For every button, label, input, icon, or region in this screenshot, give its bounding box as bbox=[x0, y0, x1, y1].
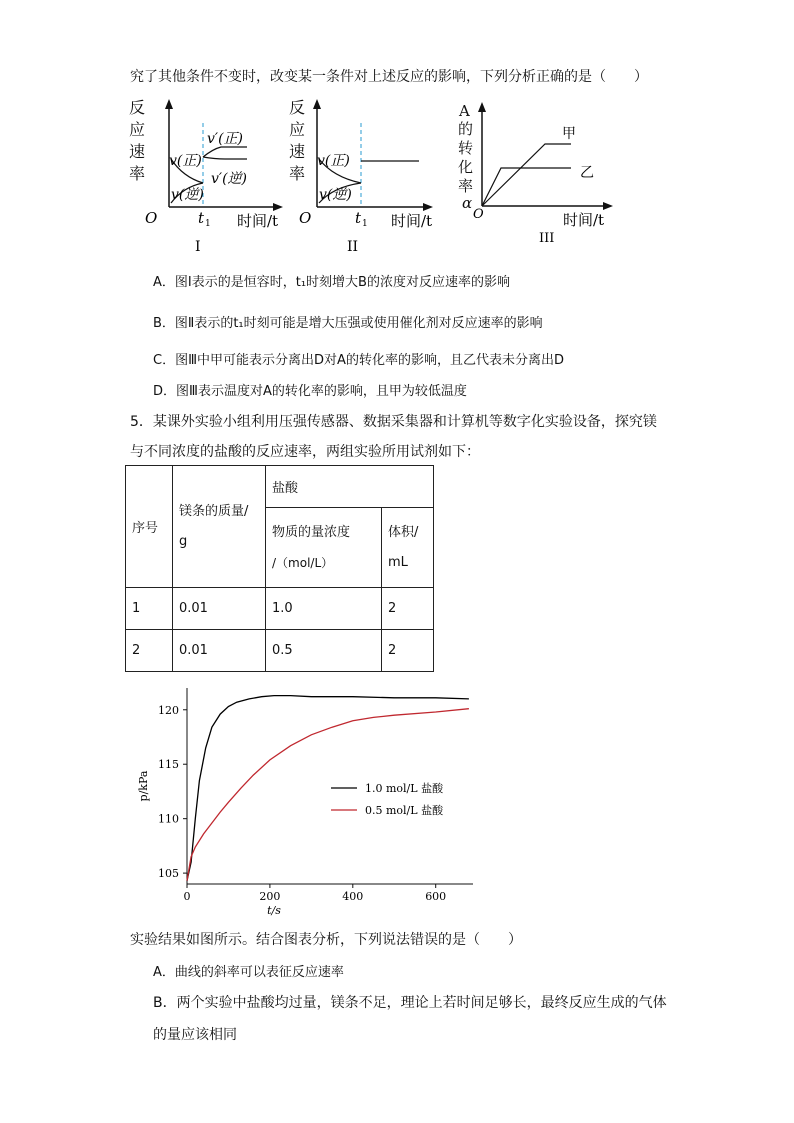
q4-stem: 究了其他条件不变时，改变某一条件对上述反应的影响，下列分析正确的是（ ） bbox=[130, 69, 648, 85]
fig1-v-forward: v(正) bbox=[169, 153, 202, 169]
fig1-t1: t bbox=[198, 209, 205, 227]
figure-3 bbox=[455, 98, 625, 248]
fig1-ylabel-2: 速 bbox=[129, 142, 146, 161]
table-header-acid: 盐酸 bbox=[266, 466, 434, 508]
pressure-chart bbox=[125, 680, 485, 920]
q5-option-b-cont: 的量应该相同 bbox=[153, 1027, 237, 1043]
q5-option-a: A．曲线的斜率可以表征反应速率 bbox=[153, 965, 344, 980]
reagent-table bbox=[125, 465, 434, 672]
fig2-ylabel-3: 率 bbox=[289, 164, 306, 183]
table-header-mass: 镁条的质量/ g bbox=[173, 466, 266, 588]
y-tick-label: 105 bbox=[158, 867, 179, 881]
x-tick-label: 200 bbox=[259, 890, 281, 903]
fig2-ylabel-2: 速 bbox=[289, 142, 306, 161]
fig1-v-forward-new: v′(正) bbox=[207, 131, 244, 147]
fig2-ylabel-0: 反 bbox=[289, 98, 306, 117]
q4-option-c: C．图Ⅲ中甲可能表示分离出D对A的转化率的影响，且乙代表未分离出D bbox=[153, 353, 564, 368]
q4-option-b: B．图Ⅱ表示的t₁时刻可能是增大压强或使用催化剂对反应速率的影响 bbox=[153, 316, 543, 331]
x-axis-label: t/s bbox=[267, 904, 281, 917]
q4-option-a: A．图Ⅰ表示的是恒容时，t₁时刻增大B的浓度对反应速率的影响 bbox=[153, 275, 510, 290]
fig1-caption: I bbox=[195, 239, 201, 255]
y-tick-label: 115 bbox=[158, 758, 179, 772]
table-row: 2 0.01 0.5 2 bbox=[126, 630, 434, 672]
fig2-origin: O bbox=[299, 209, 312, 227]
fig3-ylabel-0: A bbox=[459, 102, 470, 120]
fig1-ylabel-3: 率 bbox=[129, 164, 146, 183]
q5-question: 实验结果如图所示。结合图表分析，下列说法错误的是（ ） bbox=[130, 932, 522, 948]
fig3-ylabel-5: α bbox=[462, 194, 473, 212]
y-tick-label: 120 bbox=[158, 703, 179, 717]
fig2-v-reverse: v(逆) bbox=[319, 187, 352, 203]
fig1-v-reverse: v(逆) bbox=[171, 187, 204, 203]
fig2-xlabel: 时间/t bbox=[391, 212, 433, 230]
legend-label-2: 0.5 mol/L 盐酸 bbox=[365, 804, 444, 817]
fig2-v-forward: v(正) bbox=[317, 153, 350, 169]
table-row: 1 0.01 1.0 2 bbox=[126, 588, 434, 630]
fig1-ylabel-0: 反 bbox=[129, 98, 146, 117]
q5-stem-line2: 与不同浓度的盐酸的反应速率，两组实验所用试剂如下： bbox=[130, 444, 480, 460]
legend-label-1: 1.0 mol/L 盐酸 bbox=[365, 782, 444, 795]
table-header-conc: 物质的量浓度 /（mol/L） bbox=[266, 508, 382, 588]
fig2-t1: t bbox=[355, 209, 362, 227]
fig1-v-reverse-new: v′(逆) bbox=[211, 171, 248, 187]
fig1-ylabel-1: 应 bbox=[129, 120, 146, 139]
y-axis-label: p/kPa bbox=[137, 770, 150, 802]
fig3-origin: O bbox=[473, 207, 484, 222]
fig3-xlabel: 时间/t bbox=[563, 211, 605, 229]
y-tick-label: 110 bbox=[158, 812, 179, 826]
fig3-ylabel-4: 率 bbox=[458, 177, 474, 195]
fig2-caption: II bbox=[347, 239, 359, 255]
fig1-xlabel: 时间/t bbox=[237, 212, 279, 230]
x-tick-label: 400 bbox=[342, 890, 364, 903]
fig3-curve-a: 甲 bbox=[562, 126, 576, 142]
fig3-ylabel-2: 转 bbox=[458, 139, 474, 157]
figure-1 bbox=[125, 95, 290, 255]
fig3-ylabel-3: 化 bbox=[458, 158, 474, 176]
x-tick-label: 600 bbox=[425, 890, 447, 903]
fig2-ylabel-1: 应 bbox=[289, 120, 306, 139]
fig2-t1-sub: 1 bbox=[362, 219, 368, 229]
table-header-volume: 体积/ mL bbox=[382, 508, 434, 588]
fig3-ylabel-1: 的 bbox=[458, 120, 474, 138]
x-tick-label: 0 bbox=[183, 890, 191, 903]
q5-option-b: B．两个实验中盐酸均过量，镁条不足，理论上若时间足够长，最终反应生成的气体 bbox=[153, 995, 667, 1011]
q5-stem-line1: 5．某课外实验小组利用压强传感器、数据采集器和计算机等数字化实验设备，探究镁 bbox=[130, 414, 657, 430]
fig3-caption: III bbox=[539, 231, 555, 246]
table-header-index: 序号 bbox=[126, 466, 173, 588]
fig1-origin: O bbox=[145, 209, 158, 227]
fig1-t1-sub: 1 bbox=[205, 219, 211, 229]
q4-option-d: D．图Ⅲ表示温度对A的转化率的影响，且甲为较低温度 bbox=[153, 384, 467, 399]
fig3-curve-b: 乙 bbox=[580, 165, 594, 181]
figure-2 bbox=[285, 95, 450, 255]
